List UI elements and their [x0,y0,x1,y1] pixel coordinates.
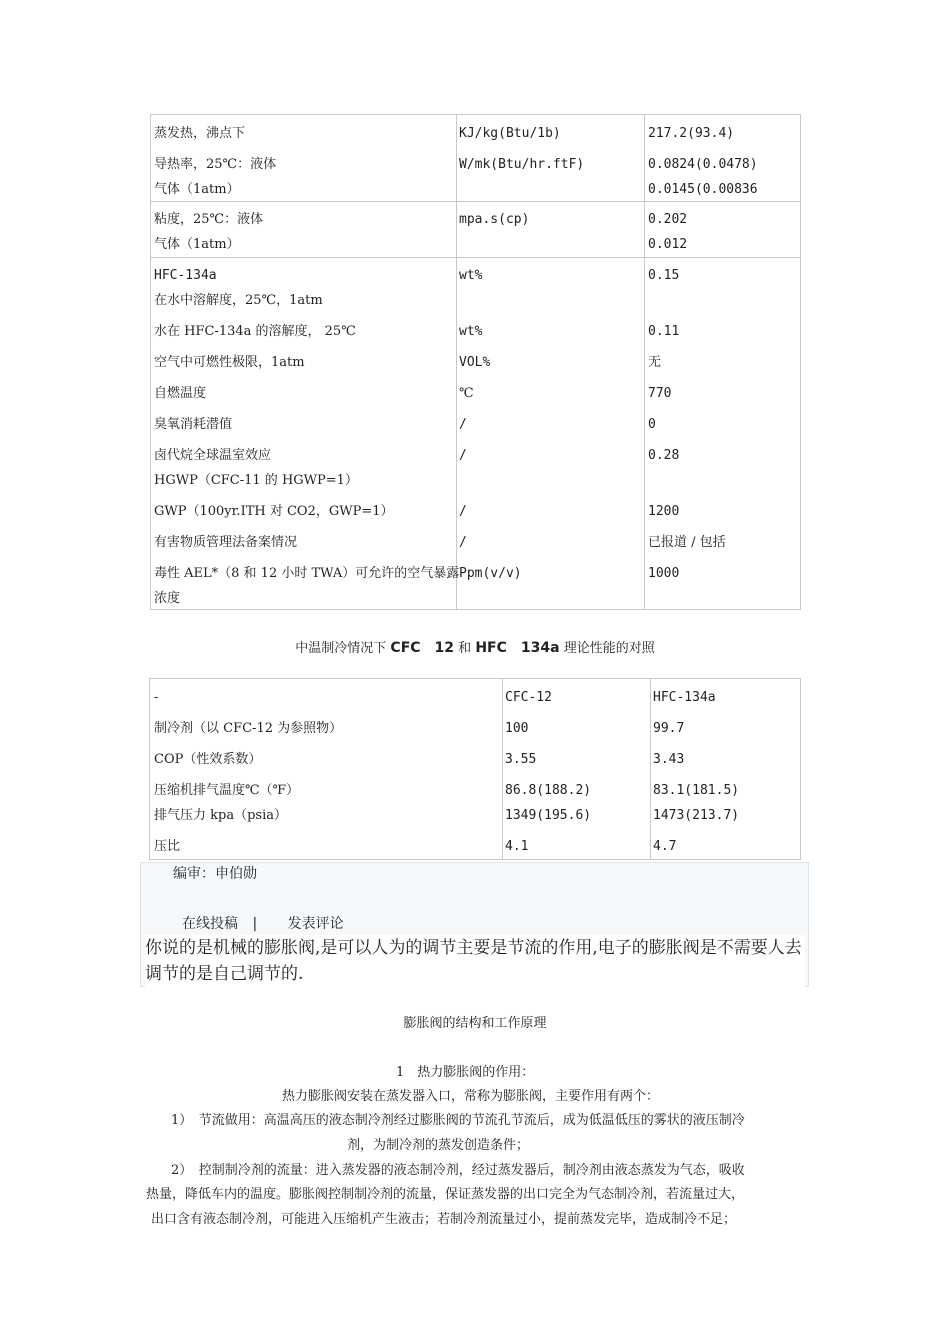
column-divider [502,679,503,859]
list-item-continuation: 热量，降低车内的温度。膨胀阀控制制冷剂的流量，保证蒸发器的出口完全为气态制冷剂，若流量过大， [146,1187,745,1202]
property-unit: / [459,417,467,432]
list-item: 1） 节流做用：高温高压的液态制冷剂经过膨胀阀的节流孔节流后，成为低温低压的雾状的液压制冷 [171,1113,745,1128]
property-value: 0.11 [648,324,680,339]
comment-box [140,862,809,987]
property-unit: / [459,504,467,519]
property-unit: mpa.s(cp) [459,212,530,227]
table-cell: 排气压力 kpa（psia） [154,808,287,823]
table-cell: 86.8(188.2) [505,783,592,798]
caption-bold: CFC 12 [390,640,455,656]
property-name: 有害物质管理法备案情况 [154,535,298,550]
property-unit: / [459,448,467,463]
property-unit: wt% [459,268,483,283]
reply-line: 你说的是机械的膨胀阀,是可以人为的调节主要是节流的作用,电子的膨胀阀是不需要人去 [145,938,802,958]
property-unit: KJ/kg(Btu/1b) [459,126,561,141]
property-value: 0.0145(0.00836 [648,182,758,197]
property-name: 在水中溶解度，25℃，1atm [154,293,323,308]
property-value: 无 [648,355,662,370]
table-cell: 压比 [154,839,181,854]
property-value: 0.28 [648,448,680,463]
reply-line: 调节的是自己调节的. [145,964,304,984]
caption-text: 中温制冷情况下 [295,641,387,656]
table-cell: 83.1(181.5) [653,783,740,798]
table-header-hfc134a: HFC-134a [653,690,716,705]
property-name: 自燃温度 [154,386,207,401]
table-cell: - [154,690,159,705]
property-unit: Ppm(v/v) [459,566,522,581]
table-cell: 4.7 [653,839,677,854]
property-name: 臭氧消耗潜值 [154,417,233,432]
list-item: 2） 控制制冷剂的流量：进入蒸发器的液态制冷剂，经过蒸发器后，制冷剂由液态蒸发为气态，吸收 [171,1163,745,1178]
paragraph: 热力膨胀阀安装在蒸发器入口，常称为膨胀阀，主要作用有两个： [282,1089,660,1104]
property-name: 卤代烷全球温室效应 [154,448,272,463]
property-name: HGWP（CFC-11 的 HGWP=1） [154,473,358,488]
property-value: 0.15 [648,268,680,283]
article-title: 膨胀阀的结构和工作原理 [403,1016,547,1031]
property-name: 空气中可燃性极限，1atm [154,355,305,370]
property-name: 水在 HFC-134a 的溶解度， 25℃ [154,324,356,339]
property-unit: VOL% [459,355,491,370]
caption-text: 和 [458,641,472,656]
post-comment-link[interactable]: 发表评论 [287,916,344,932]
property-value: 0.0824(0.0478) [648,157,758,172]
submit-article-link[interactable]: 在线投稿 [182,916,238,932]
property-name: 粘度，25℃：液体 [154,212,264,227]
table-caption [0,638,950,659]
section-heading: 1 热力膨胀阀的作用： [396,1065,535,1080]
property-value: 217.2(93.4) [648,126,735,141]
property-value: 0 [648,417,656,432]
table-cell: 100 [505,721,529,736]
table-row [151,257,800,609]
performance-table [149,678,801,860]
list-item-continuation: 出口含有液态制冷剂，可能进入压缩机产生液击；若制冷剂流量过小，提前蒸发完毕，造成制冷不足； [151,1212,737,1227]
property-value: 1200 [648,504,680,519]
property-unit: wt% [459,324,483,339]
editor-credit: 编审：申伯勋 [173,866,257,882]
property-name: 气体（1atm） [154,237,240,252]
caption-text: 理论性能的对照 [563,641,655,656]
property-value: 770 [648,386,672,401]
property-unit: / [459,535,467,550]
reply-text [145,935,805,987]
table-row [151,201,800,258]
table-cell: 3.55 [505,752,537,767]
property-unit: ℃ [459,386,474,401]
property-value: 0.202 [648,212,688,227]
caption-bold: HFC 134a [475,640,560,656]
list-item-continuation: 剂，为制冷剂的蒸发创造条件； [347,1138,530,1153]
property-name: 导热率，25℃：液体 [154,157,277,172]
table-cell: 1349(195.6) [505,808,592,823]
table-header-cfc12: CFC-12 [505,690,552,705]
property-name: 气体（1atm） [154,182,240,197]
table-cell: 4.1 [505,839,529,854]
property-value: 已报道 / 包括 [648,535,726,550]
table-cell: 制冷剂（以 CFC-12 为参照物） [154,721,343,736]
table-cell: COP（性效系数） [154,752,262,767]
separator: | [252,916,258,932]
comment-actions [182,913,344,935]
properties-table [150,114,801,610]
table-row [151,115,800,202]
table-cell: 99.7 [653,721,685,736]
property-name: GWP（100yr.ITH 对 CO2，GWP=1） [154,504,394,519]
column-divider [650,679,651,859]
property-name: 毒性 AEL*（8 和 12 小时 TWA）可允许的空气暴露 [154,566,460,581]
property-unit: W/mk(Btu/hr.ftF) [459,157,585,172]
property-value: 1000 [648,566,680,581]
table-cell: 3.43 [653,752,685,767]
table-cell: 1473(213.7) [653,808,740,823]
property-name: 蒸发热，沸点下 [154,126,246,141]
property-name: HFC-134a [154,268,217,283]
property-value: 0.012 [648,237,688,252]
property-name: 浓度 [154,591,181,606]
table-cell: 压缩机排气温度℃（℉） [154,783,300,798]
